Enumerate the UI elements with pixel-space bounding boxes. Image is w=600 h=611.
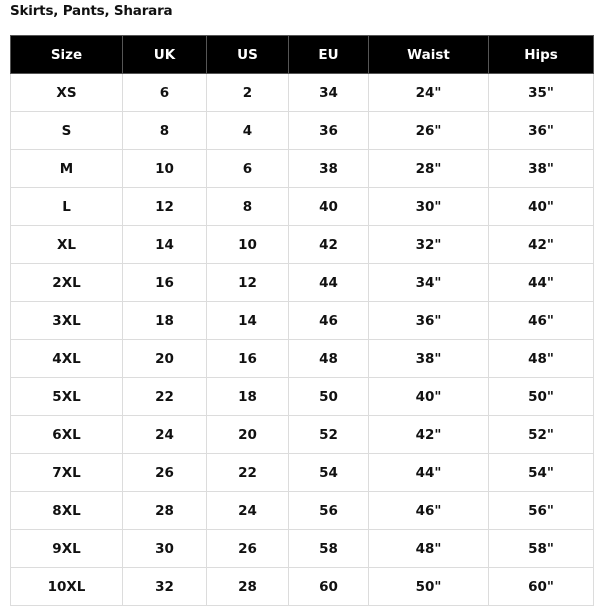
cell-size: 10XL (11, 568, 123, 606)
size-chart-table (10, 35, 594, 606)
cell-us: 12 (207, 264, 289, 302)
cell-size: 3XL (11, 302, 123, 340)
cell-waist: 44" (369, 454, 489, 492)
cell-uk: 16 (123, 264, 207, 302)
cell-eu: 52 (289, 416, 369, 454)
cell-hips: 48" (489, 340, 594, 378)
cell-us: 28 (207, 568, 289, 606)
header-eu: EU (289, 36, 369, 74)
cell-us: 2 (207, 74, 289, 112)
cell-waist: 30" (369, 188, 489, 226)
cell-uk: 28 (123, 492, 207, 530)
cell-eu: 58 (289, 530, 369, 568)
cell-uk: 20 (123, 340, 207, 378)
cell-waist: 40" (369, 378, 489, 416)
table-row (11, 568, 594, 606)
table-row (11, 188, 594, 226)
table-row (11, 416, 594, 454)
header-hips: Hips (489, 36, 594, 74)
cell-size: M (11, 150, 123, 188)
cell-uk: 14 (123, 226, 207, 264)
cell-eu: 48 (289, 340, 369, 378)
cell-waist: 28" (369, 150, 489, 188)
table-row (11, 530, 594, 568)
table-row (11, 340, 594, 378)
cell-eu: 38 (289, 150, 369, 188)
cell-eu: 44 (289, 264, 369, 302)
cell-us: 18 (207, 378, 289, 416)
cell-eu: 46 (289, 302, 369, 340)
cell-us: 20 (207, 416, 289, 454)
cell-size: 9XL (11, 530, 123, 568)
table-caption: Skirts, Pants, Sharara (10, 3, 173, 19)
cell-uk: 6 (123, 74, 207, 112)
cell-uk: 22 (123, 378, 207, 416)
cell-eu: 40 (289, 188, 369, 226)
cell-hips: 50" (489, 378, 594, 416)
cell-eu: 34 (289, 74, 369, 112)
table-row (11, 226, 594, 264)
table-row (11, 302, 594, 340)
cell-uk: 24 (123, 416, 207, 454)
cell-eu: 56 (289, 492, 369, 530)
cell-uk: 18 (123, 302, 207, 340)
cell-uk: 12 (123, 188, 207, 226)
cell-hips: 44" (489, 264, 594, 302)
header-row (11, 36, 594, 74)
cell-eu: 42 (289, 226, 369, 264)
cell-size: XS (11, 74, 123, 112)
cell-waist: 48" (369, 530, 489, 568)
cell-hips: 38" (489, 150, 594, 188)
cell-waist: 38" (369, 340, 489, 378)
cell-us: 26 (207, 530, 289, 568)
cell-uk: 30 (123, 530, 207, 568)
cell-hips: 35" (489, 74, 594, 112)
cell-waist: 26" (369, 112, 489, 150)
cell-size: 5XL (11, 378, 123, 416)
cell-hips: 52" (489, 416, 594, 454)
cell-waist: 32" (369, 226, 489, 264)
header-size: Size (11, 36, 123, 74)
cell-uk: 10 (123, 150, 207, 188)
cell-hips: 60" (489, 568, 594, 606)
cell-uk: 26 (123, 454, 207, 492)
table-body (11, 74, 594, 606)
cell-us: 10 (207, 226, 289, 264)
cell-us: 24 (207, 492, 289, 530)
header-uk: UK (123, 36, 207, 74)
cell-eu: 54 (289, 454, 369, 492)
cell-eu: 36 (289, 112, 369, 150)
cell-waist: 50" (369, 568, 489, 606)
cell-size: L (11, 188, 123, 226)
cell-waist: 36" (369, 302, 489, 340)
cell-waist: 46" (369, 492, 489, 530)
cell-eu: 50 (289, 378, 369, 416)
cell-uk: 32 (123, 568, 207, 606)
cell-us: 6 (207, 150, 289, 188)
table-row (11, 74, 594, 112)
cell-us: 4 (207, 112, 289, 150)
cell-size: 7XL (11, 454, 123, 492)
table-row (11, 264, 594, 302)
table-row (11, 150, 594, 188)
header-us: US (207, 36, 289, 74)
table-row (11, 112, 594, 150)
cell-size: 8XL (11, 492, 123, 530)
cell-waist: 34" (369, 264, 489, 302)
cell-eu: 60 (289, 568, 369, 606)
cell-hips: 40" (489, 188, 594, 226)
cell-us: 22 (207, 454, 289, 492)
cell-size: XL (11, 226, 123, 264)
cell-hips: 54" (489, 454, 594, 492)
table-row (11, 378, 594, 416)
cell-size: 2XL (11, 264, 123, 302)
cell-waist: 42" (369, 416, 489, 454)
cell-us: 16 (207, 340, 289, 378)
cell-hips: 42" (489, 226, 594, 264)
cell-size: 4XL (11, 340, 123, 378)
cell-hips: 58" (489, 530, 594, 568)
table-row (11, 454, 594, 492)
header-waist: Waist (369, 36, 489, 74)
cell-us: 8 (207, 188, 289, 226)
cell-hips: 46" (489, 302, 594, 340)
cell-hips: 56" (489, 492, 594, 530)
cell-us: 14 (207, 302, 289, 340)
table-row (11, 492, 594, 530)
cell-size: S (11, 112, 123, 150)
cell-uk: 8 (123, 112, 207, 150)
cell-size: 6XL (11, 416, 123, 454)
cell-waist: 24" (369, 74, 489, 112)
cell-hips: 36" (489, 112, 594, 150)
